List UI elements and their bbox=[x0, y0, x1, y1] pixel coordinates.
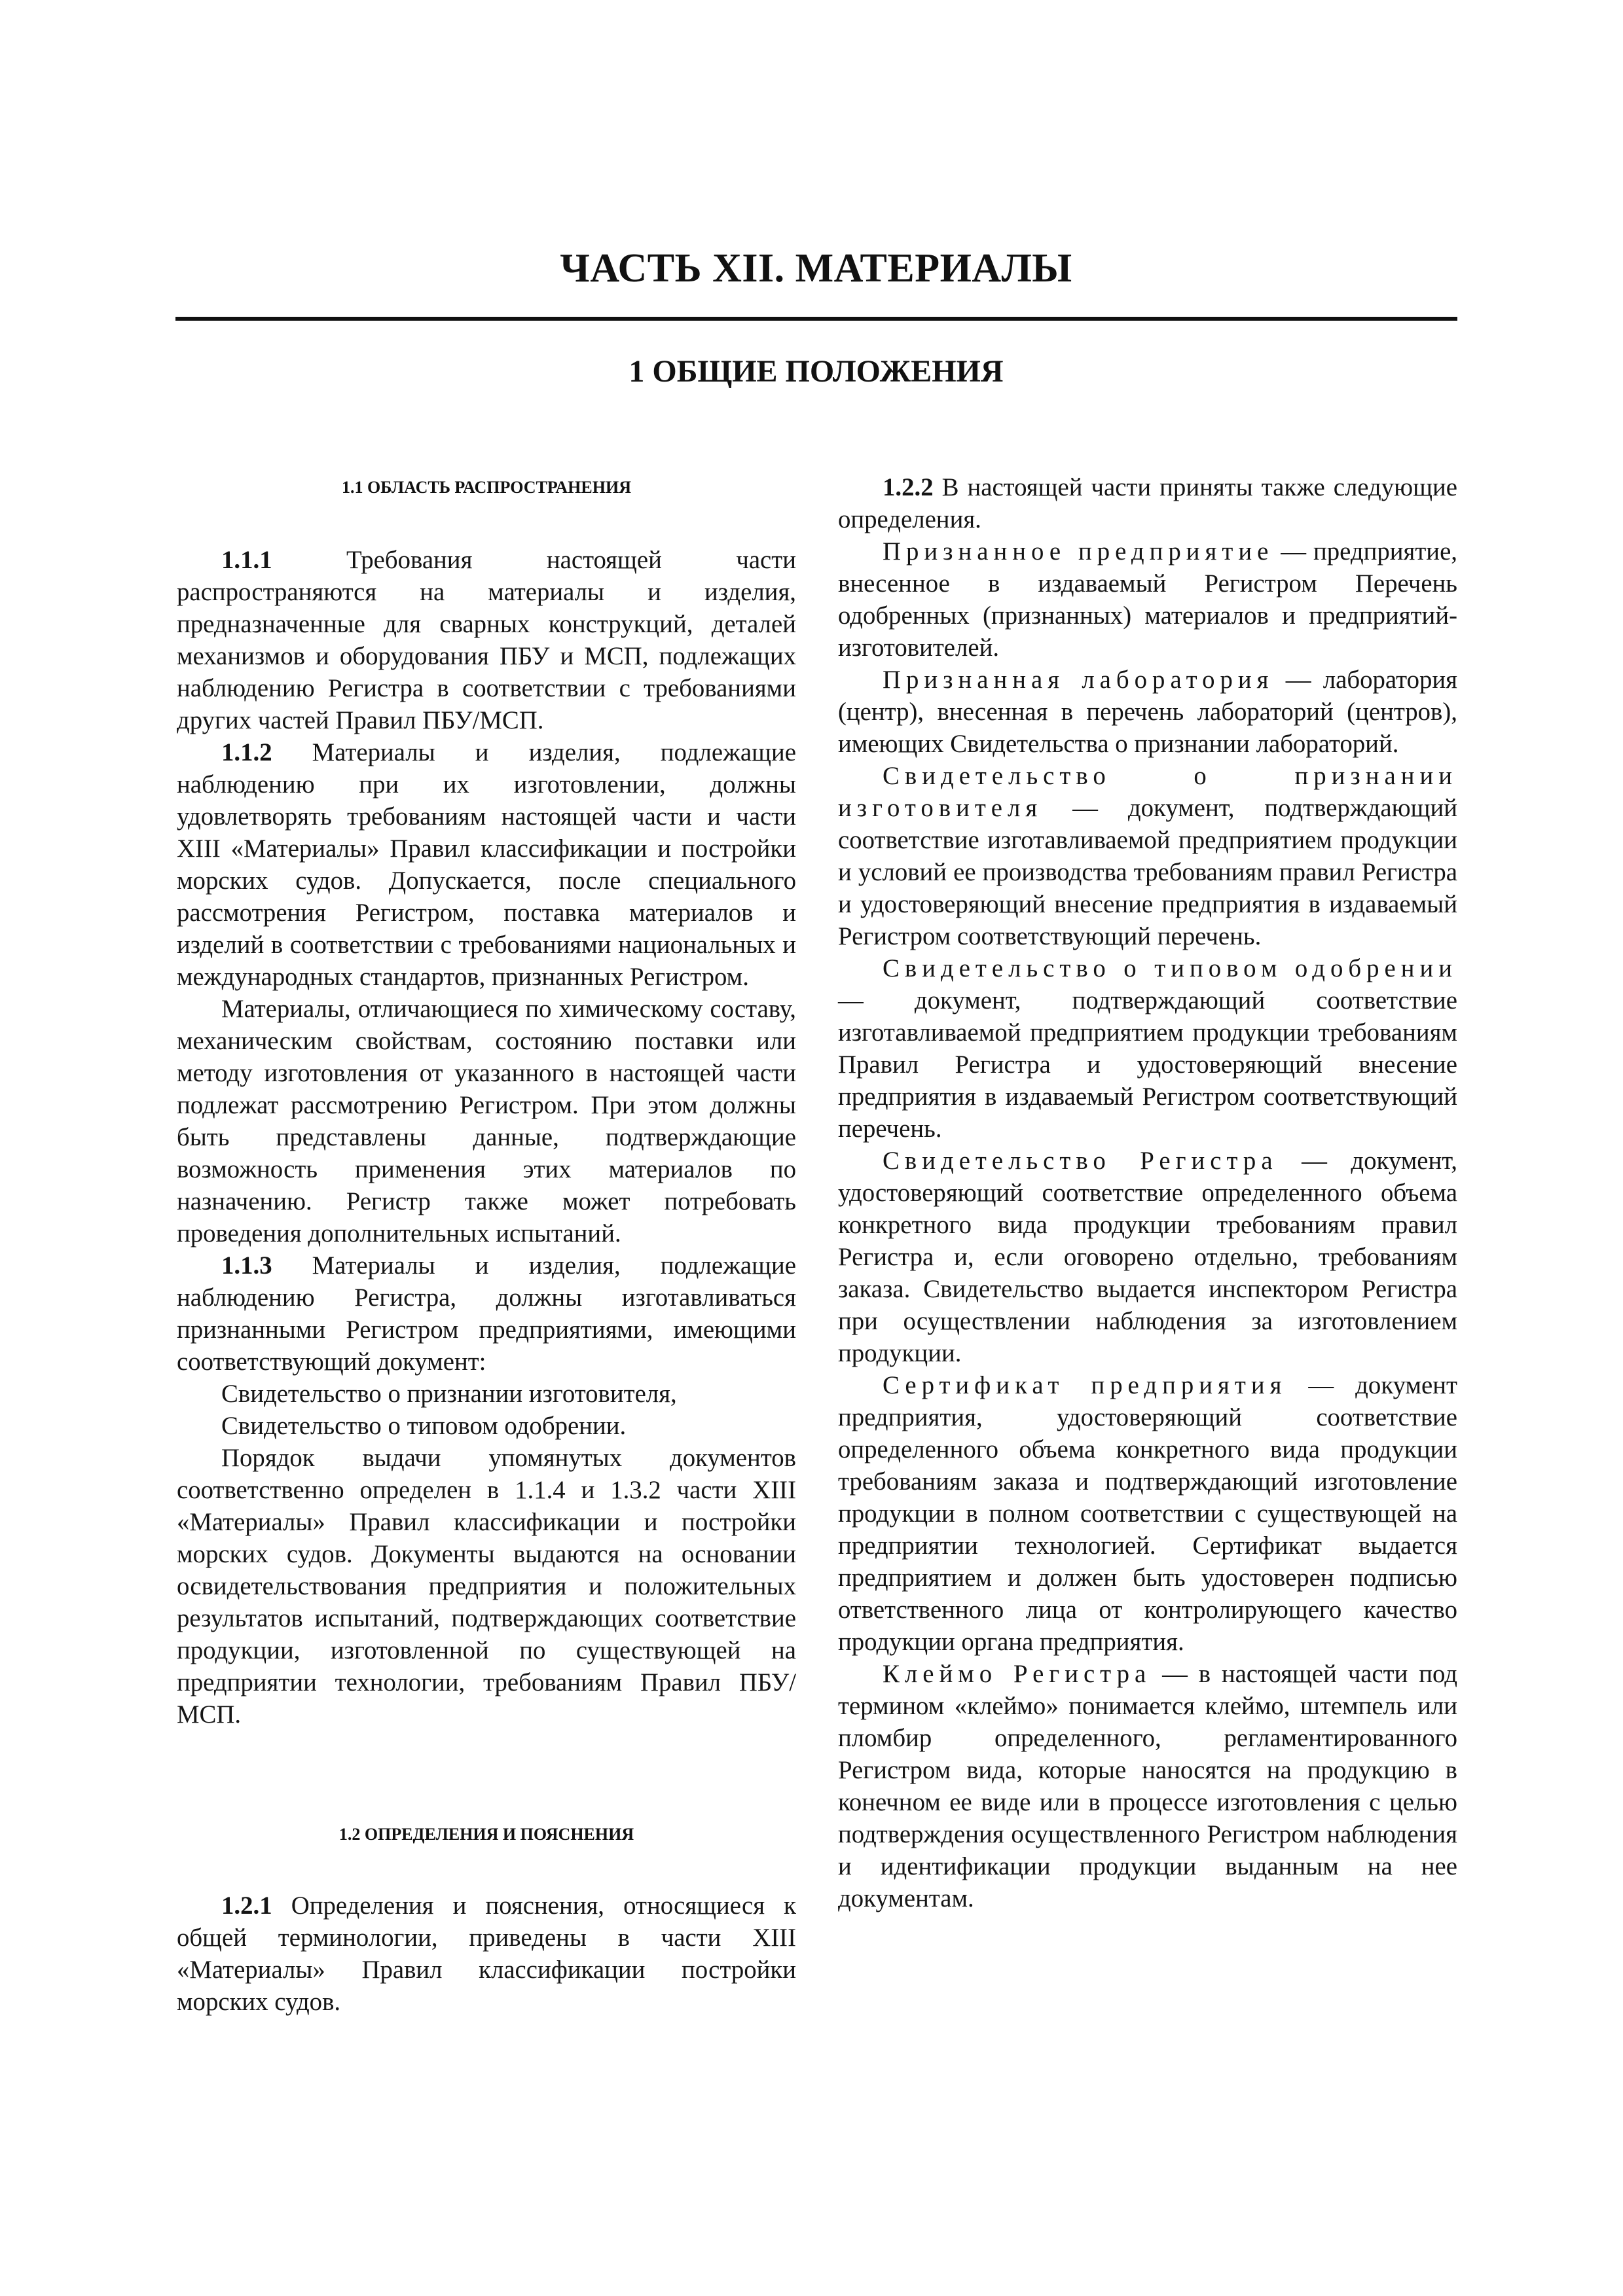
paragraph-1-1-1 bbox=[177, 544, 796, 736]
definition-recognized-laboratory bbox=[838, 664, 1457, 760]
paragraph-text: Материалы и изделия, подлежащие наблюдению при их изготовлении, должны удовлетворять требованиям настоящей части и части XIII «Материалы» Правил классификации и постройки морских судов. Допускается, после специального рассмотрения Регистром, поставка материалов и изделий в соответствии с требованиями национальных и международных стандартов, признанных Регистром. bbox=[177, 738, 796, 991]
document-list-item: Свидетельство о признании изготовителя, bbox=[221, 1380, 677, 1408]
definition-text: — документ предприятия, удостоверяющий соответствие определенного объема конкретного вида продукции требованиям заказа и подтверждающий изготовление продукции в полном соответствии с существующей на предприятии технологией. Сертификат выдается предприятием и должен быть удостоверен подписью ответственного лица от контролирующего качество продукции органа предприятия. bbox=[838, 1371, 1457, 1656]
paragraph-1-1-2-continued: Материалы, отличающиеся по химическому составу, механическим свойствам, состоянию поставки или методу изготовления от указанного в настоящей части подлежат рассмотрению Регистром. При этом должны быть представлены данные, подтверждающие возможность применения этих материалов по назначению. Регистр также может потребовать проведения дополнительных испытаний. bbox=[177, 995, 796, 1247]
definition-enterprise-certificate bbox=[838, 1369, 1457, 1658]
right-column bbox=[838, 471, 1457, 1914]
definition-register-brand bbox=[838, 1658, 1457, 1914]
paragraph-text: В настоящей части приняты также следующие определения. bbox=[838, 473, 1457, 533]
paragraph-number: 1.2.2 bbox=[883, 473, 934, 501]
definition-term: Свидетельство Регистра bbox=[883, 1147, 1278, 1175]
paragraph-number: 1.1.2 bbox=[221, 738, 272, 766]
definition-register-certificate bbox=[838, 1145, 1457, 1369]
paragraph-text: Определения и пояснения, относящиеся к общей терминологии, приведены в части XIII «Материалы» Правил классификации постройки морских судов. bbox=[177, 1892, 796, 2016]
definition-term: Сертификат предприятия bbox=[883, 1371, 1287, 1399]
paragraph-1-2-1 bbox=[177, 1890, 796, 2018]
definition-term: Признанное предприятие bbox=[883, 537, 1274, 565]
left-column bbox=[177, 471, 796, 2018]
paragraph-1-1-3-continued: Порядок выдачи упомянутых документов соответственно определен в 1.1.4 и 1.3.2 части XIII «Материалы» Правил классификации и постройки морских судов. Документы выдаются на основании освидетельствования предприятия и положительных результатов испытаний, подтверждающих соответствие продукции, изготовленной по существующей на предприятии технологии, требованиям Правил ПБУ/МСП. bbox=[177, 1444, 796, 1729]
subsection-heading-1-2: 1.2 ОПРЕДЕЛЕНИЯ И ПОЯСНЕНИЯ bbox=[338, 1825, 634, 1844]
definition-text: — в настоящей части под термином «клеймо» понимается клеймо, штемпель или пломбир определенного, регламентированного Регистром вида, которые наносятся на продукцию в конечном ее виде или в процессе изготовления с целью подтверждения осуществленного Регистром наблюдения и идентификации продукции выданным на нее документам. bbox=[838, 1660, 1457, 1912]
paragraph-number: 1.1.1 bbox=[221, 546, 272, 574]
definition-text: — предприятие, внесенное в издаваемый Регистром Перечень одобренных (признанных) материалов и предприятий-изготовителей. bbox=[838, 537, 1457, 662]
paragraph-text: Требования настоящей части распространяются на материалы и изделия, предназначенные для сварных конструкций, деталей механизмов и оборудования ПБУ и МСП, подлежащих наблюдению Регистра в соответствии с требованиями других частей Правил ПБУ/МСП. bbox=[177, 546, 796, 734]
definition-manufacturer-recognition-certificate bbox=[838, 760, 1457, 952]
definition-text: — документ, подтверждающий соответствие изготавливаемой предприятием продукции и условий ее производства требованиям правил Регистра и удостоверяющий внесение предприятия в издаваемый Регистром соответствующий перечень. bbox=[838, 794, 1457, 950]
definition-recognized-enterprise bbox=[838, 535, 1457, 664]
definition-term: Свидетельство о типовом одобрении bbox=[883, 954, 1457, 982]
section-title: 1 ОБЩИЕ ПОЛОЖЕНИЯ bbox=[629, 354, 1004, 389]
title-rule bbox=[175, 317, 1457, 321]
paragraph-1-1-3 bbox=[177, 1249, 796, 1378]
paragraph-number: 1.1.3 bbox=[221, 1251, 272, 1280]
paragraph-1-2-2 bbox=[838, 471, 1457, 535]
subsection-heading-1-1: 1.1 ОБЛАСТЬ РАСПРОСТРАНЕНИЯ bbox=[342, 478, 631, 497]
paragraph-text: Материалы и изделия, подлежащие наблюдению Регистра, должны изготавливаться признанными Регистром предприятиями, имеющими соответствующий документ: bbox=[177, 1251, 796, 1376]
part-title: ЧАСТЬ XII. МАТЕРИАЛЫ bbox=[560, 246, 1072, 291]
definition-term: Признанная лаборатория bbox=[883, 666, 1274, 694]
definition-type-approval-certificate bbox=[838, 952, 1457, 1145]
definition-text: — документ, удостоверяющий соответствие определенного объема конкретного вида продукции требованиям правил Регистра и, если оговорено отдельно, требованиям заказа. Свидетельство выдается инспектором Регистра при осуществлении наблюдения за изготовлением продукции. bbox=[838, 1147, 1458, 1367]
definition-text: — лаборатория (центр), внесенная в перечень лабораторий (центров), имеющих Свидетельства о признании лабораторий. bbox=[838, 666, 1457, 758]
definition-term: Клеймо Регистра bbox=[883, 1660, 1152, 1688]
paragraph-1-1-2 bbox=[177, 736, 796, 993]
paragraph-number: 1.2.1 bbox=[221, 1892, 272, 1920]
definition-term: Свидетельство о признании изготовителя bbox=[838, 762, 1457, 822]
definition-text: — документ, подтверждающий соответствие изготавливаемой предприятием продукции требованиям Правил Регистра и удостоверяющий внесение предприятия в издаваемый Регистром соответствующий перечень. bbox=[838, 986, 1457, 1143]
document-list-item: Свидетельство о типовом одобрении. bbox=[221, 1412, 627, 1440]
